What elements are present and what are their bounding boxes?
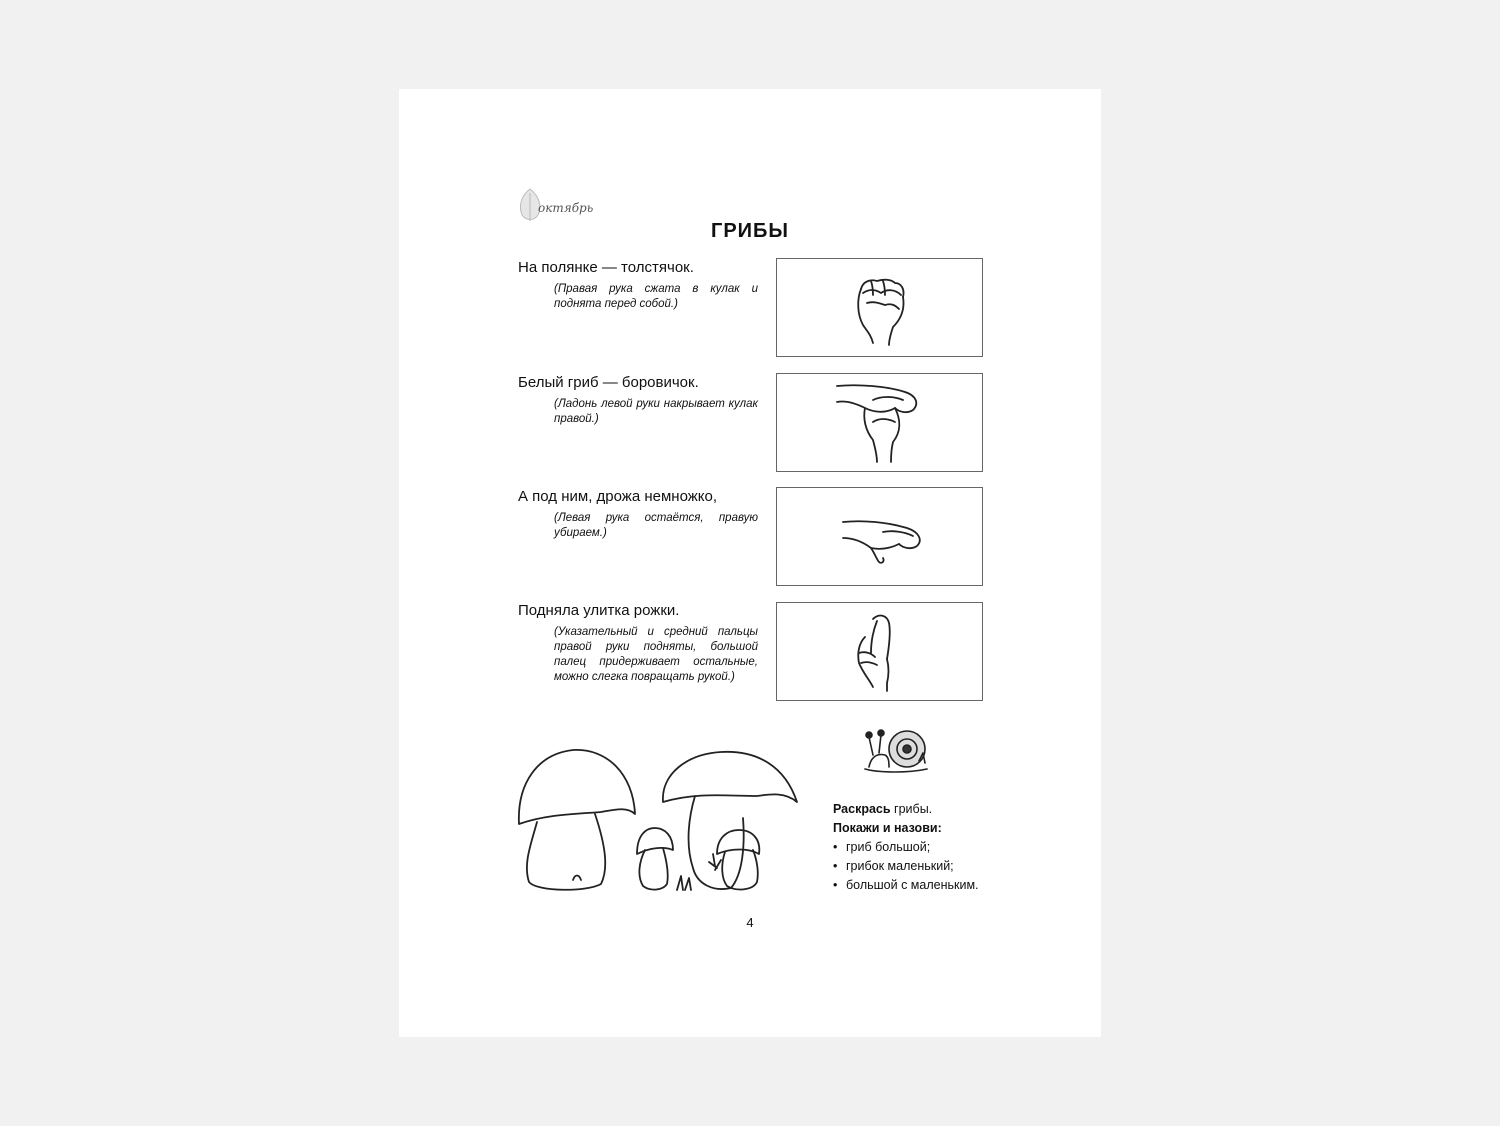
big-mushroom-cap [519, 750, 635, 824]
verse-line: А под ним, дрожа немножко, [518, 488, 718, 505]
big-mushroom-stem [527, 814, 605, 890]
task-lead-rest: грибы. [890, 802, 933, 816]
illustration-box-4 [776, 602, 983, 701]
task-lead-bold: Раскрась [833, 802, 891, 816]
flat-hand-icon [777, 488, 984, 587]
list-item: • большой с маленьким. [833, 878, 979, 892]
illustration-box-3 [776, 487, 983, 586]
verse-2 [518, 374, 758, 427]
verse-note: (Левая рука остаётся, правую убираем.) [554, 512, 758, 539]
verse-note: (Правая рука сжата в кулак и поднята перед собой.) [554, 283, 758, 310]
verse-3 [518, 488, 758, 541]
palm-over-fist-icon [777, 374, 984, 473]
verse-line: Подняла улитка рожки. [518, 602, 680, 619]
month-label: октябрь [538, 201, 594, 215]
verse-line: Белый гриб — боровичок. [518, 374, 699, 391]
verse-line: На полянке — толстячок. [518, 259, 694, 276]
month-header [516, 185, 616, 225]
small-mushroom-cap [637, 828, 673, 854]
page-number: 4 [746, 915, 754, 930]
task-subtitle: Покажи и назови: [833, 821, 942, 835]
verse-4 [518, 602, 758, 685]
small-mushroom-stem [639, 848, 667, 890]
illustration-box-2 [776, 373, 983, 472]
snail-icon [859, 723, 931, 779]
task-block [833, 800, 979, 895]
mushrooms-illustration [517, 744, 817, 894]
verse-note: (Указательный и средний пальцы правой руки подняты, большой палец придерживает остальные, можно слегка повращать рукой.) [554, 626, 758, 683]
fist-hand-icon [777, 259, 984, 358]
right-mushroom-cap [663, 752, 797, 802]
illustration-box-1 [776, 258, 983, 357]
page-title: ГРИБЫ [710, 220, 789, 242]
verse-1 [518, 259, 758, 312]
book-page [399, 89, 1101, 1037]
list-item: • грибок маленький; [833, 859, 954, 873]
list-item: • гриб большой; [833, 840, 931, 854]
verse-note: (Ладонь левой руки накрывает кулак правой.) [554, 398, 758, 425]
two-fingers-hand-icon [777, 603, 984, 702]
right-mushroom-stem [689, 796, 744, 889]
task-lead [833, 800, 979, 819]
